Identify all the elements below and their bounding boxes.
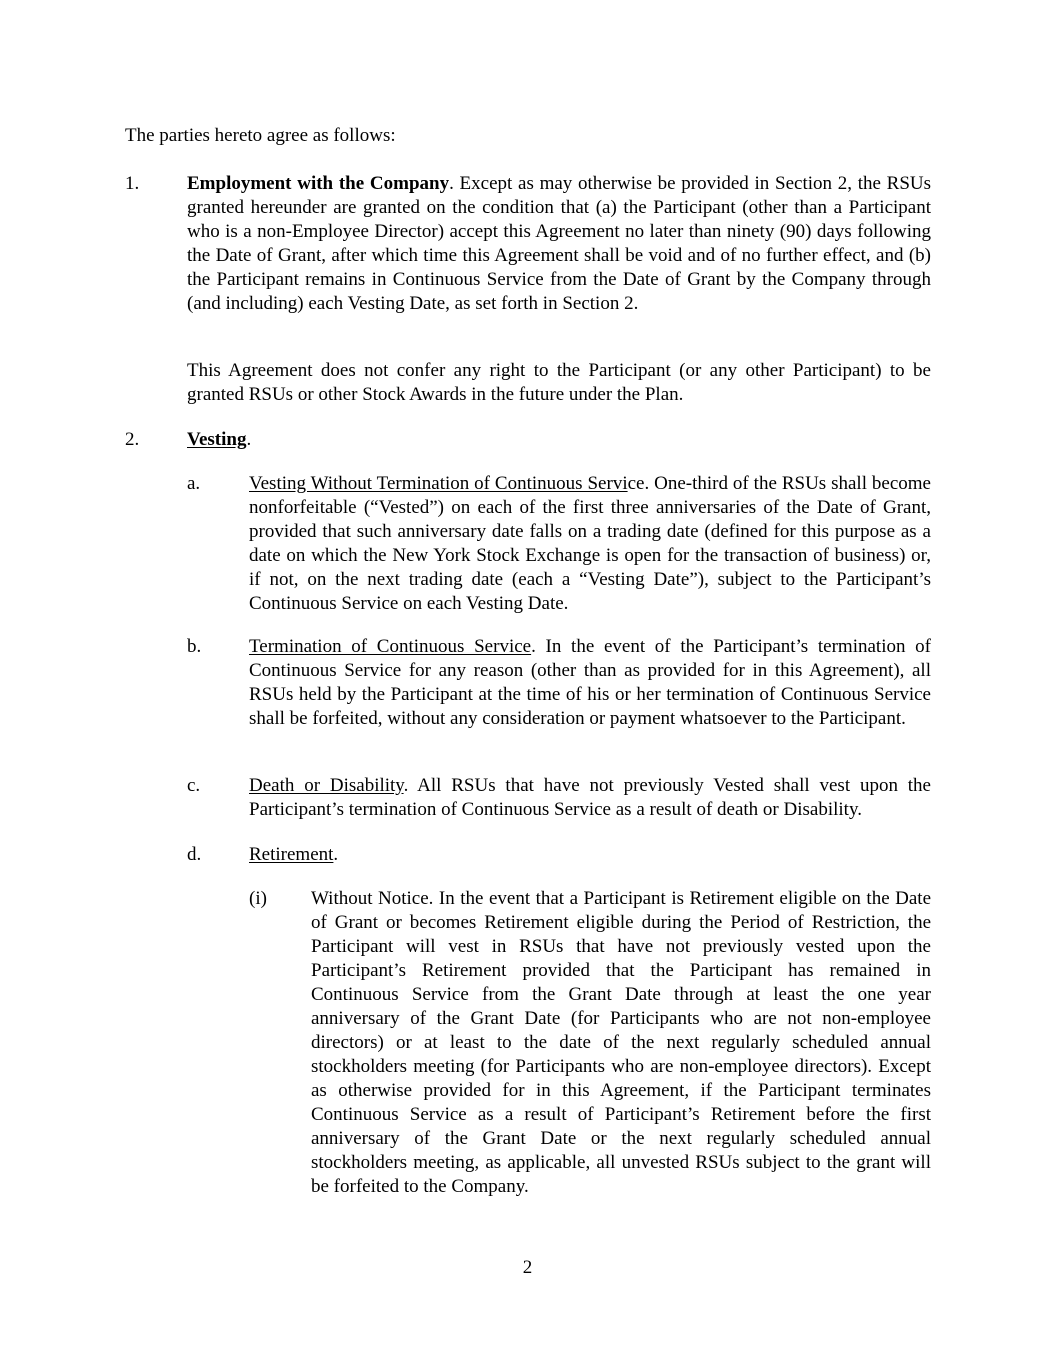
- item-d-title: Retirement: [249, 844, 334, 865]
- item-a-title-tail: ce.: [627, 473, 650, 494]
- item-a-letter: a.: [187, 473, 201, 494]
- item-c-body: All RSUs that have not previously Vested shall vest upon the Participant’s termination of Continuous Service as a result of death or Disability.: [249, 775, 931, 820]
- intro-text: The parties hereto agree as follows:: [125, 125, 396, 146]
- item-a-paragraph: [249, 472, 931, 616]
- section-1-heading: Employment with the Company: [187, 173, 450, 194]
- section-2-heading-line: [187, 428, 931, 452]
- item-c-title-tail: .: [403, 775, 409, 796]
- item-b-title-tail: .: [531, 636, 536, 657]
- item-c-paragraph: [249, 774, 931, 822]
- section-1-body: Except as may otherwise be provided in Section 2, the RSUs granted hereunder are granted on the condition that (a) the Participant (other than a Participant who is a non-Employee Director) accept this Agreement no later than ninety (90) days following the Date of Grant, after which time this Agreement shall be void and of no further effect, and (b) the Participant remains in Continuous Service from the Date of Grant by the Company through (and including) each Vesting Date, as set forth in Section 2.: [187, 173, 931, 314]
- item-a-body: One-third of the RSUs shall become nonforfeitable (“Vested”) on each of the first three anniversaries of the Date of Grant, provided that such anniversary date falls on a trading date (defined for this purpose as a date on which the New York Stock Exchange is open for the transaction of business) or, if not, on the next trading date (each a “Vesting Date”), subject to the Participant’s Continuous Service on each Vesting Date.: [249, 473, 931, 614]
- item-c-title: Death or Disability: [249, 775, 404, 796]
- item-a-title: Vesting Without Termination of Continuous Servi: [249, 473, 628, 494]
- item-d-letter: d.: [187, 844, 202, 865]
- section-1-number: 1.: [125, 173, 140, 194]
- item-b-paragraph: [249, 635, 931, 731]
- section-1-heading-period: .: [449, 173, 454, 194]
- section-1-paragraph: [187, 172, 931, 316]
- item-b-title: Termination of Continuous Service: [249, 636, 532, 657]
- subitem-i-numeral: (i): [249, 888, 267, 909]
- page-number: 2: [522, 1257, 533, 1278]
- item-d-paragraph: [249, 843, 931, 867]
- subitem-i-paragraph: Without Notice. In the event that a Participant is Retirement eligible on the Date of Grant or becomes Retirement eligible during the Period of Restriction, the Participant will vest in RSUs that have not previously vested upon the Participant’s Retirement provided that the Participant has remained in Continuous Service from the Grant Date through at least the one year anniversary of the Grant Date (for Participants who are not non-employee directors) or at least to the date of the next regularly scheduled annual stockholders meeting (for Participants who are non-employee directors). Except as otherwise provided for in this Agreement, if the Participant terminates Continuous Service as a result of Participant’s Retirement before the first anniversary of the Grant Date or the next regularly scheduled annual stockholders meeting, as applicable, all unvested RSUs subject to the grant will be forfeited to the Company.: [311, 888, 931, 1197]
- item-d-title-tail: .: [333, 844, 339, 865]
- section-2-heading-period: .: [246, 429, 252, 450]
- item-c-letter: c.: [187, 775, 201, 796]
- section-2-heading: Vesting: [187, 429, 247, 450]
- item-b-body: In the event of the Participant’s termination of Continuous Service for any reason (other than as provided for in this Agreement), all RSUs held by the Participant at the time of his or her termination of Continuous Service shall be forfeited, without any consideration or payment whatsoever to the Participant.: [249, 636, 931, 729]
- section-2-number: 2.: [125, 429, 140, 450]
- section-1-paragraph-2: This Agreement does not confer any right to the Participant (or any other Participant) to be granted RSUs or other Stock Awards in the future under the Plan.: [187, 360, 931, 405]
- item-b-letter: b.: [187, 636, 202, 657]
